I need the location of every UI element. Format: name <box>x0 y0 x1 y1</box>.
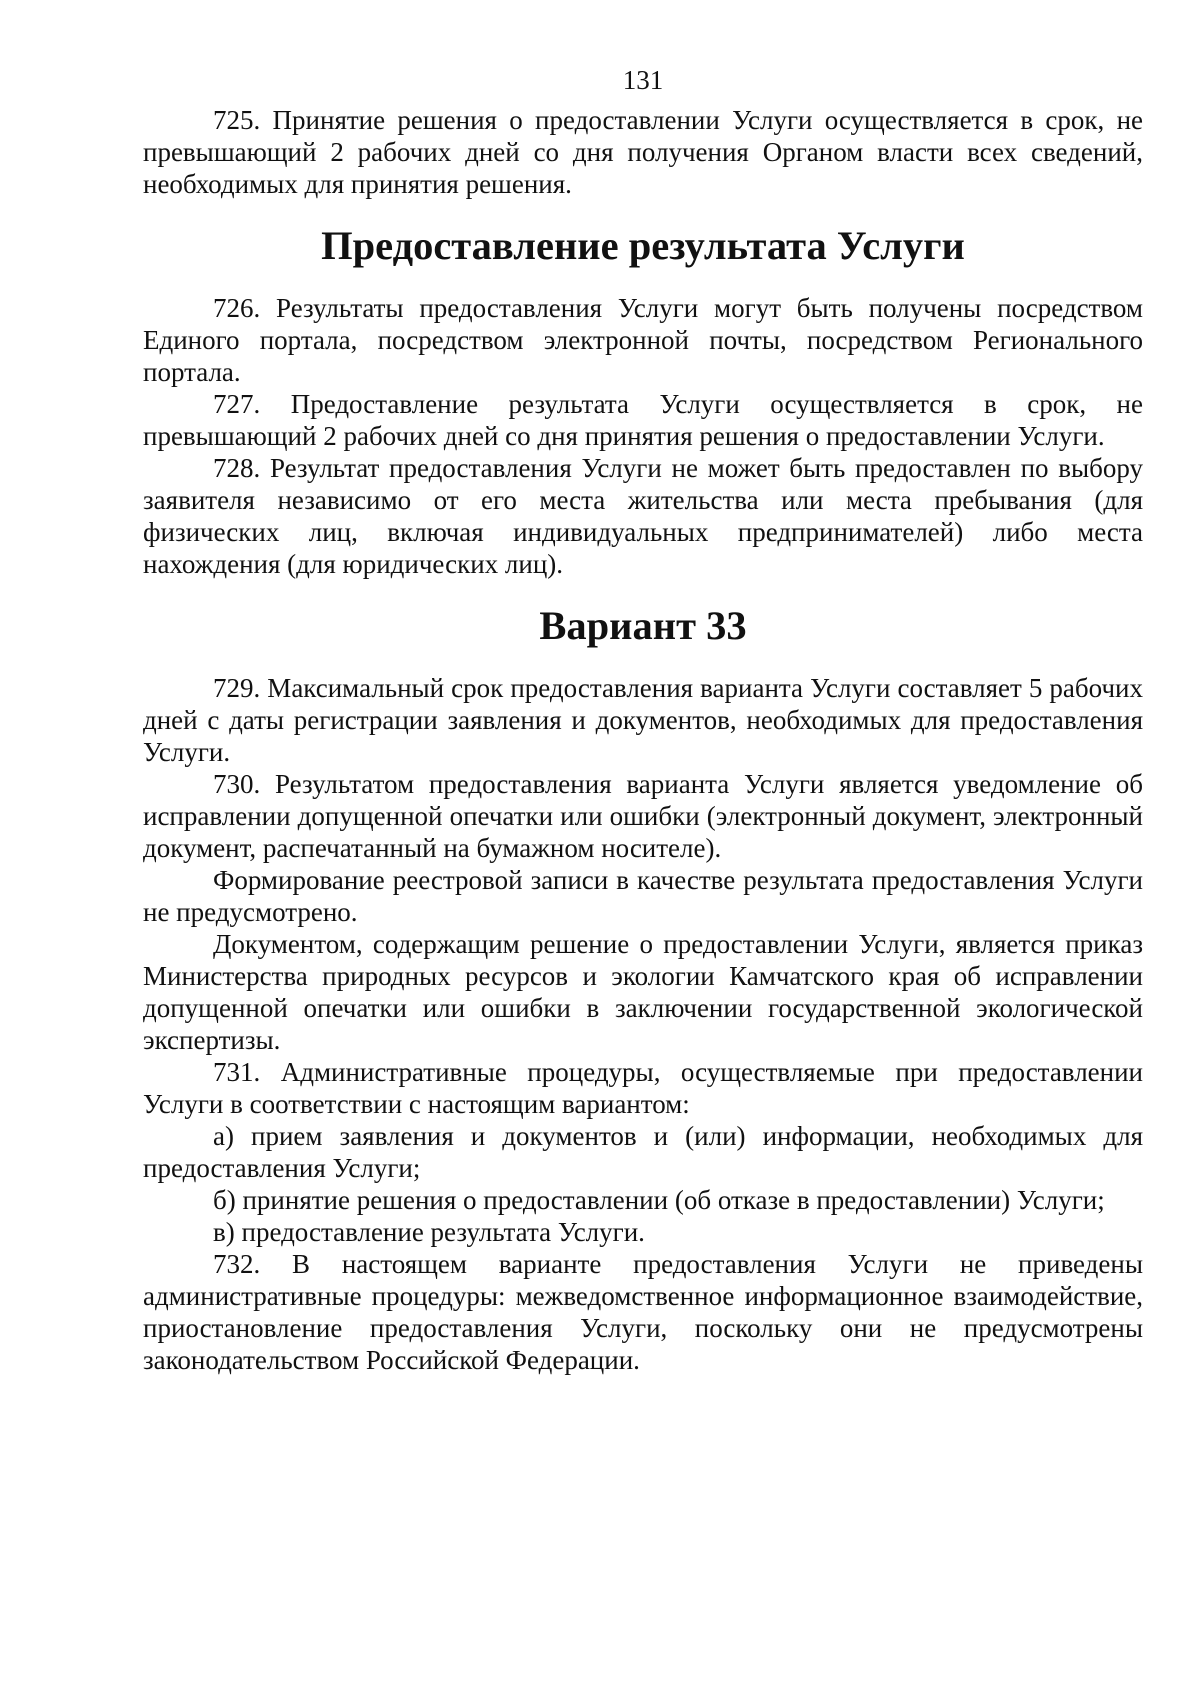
paragraph-725: 725. Принятие решения о предоставлении Услуги осуществляется в срок, не превышающий 2 рабочих дней со дня получения Органом власти всех сведений, необходимых для принятия решения. <box>143 105 1143 199</box>
paragraph-730: 730. Результатом предоставления варианта Услуги является уведомление об исправлении допущенной опечатки или ошибки (электронный документ, электронный документ, распечатанный на бумажном носителе). <box>143 769 1143 863</box>
section-heading-variant-33: Вариант 33 <box>539 603 747 648</box>
list-item-a: а) прием заявления и документов и (или) информации, необходимых для предоставления Услуги; <box>143 1121 1143 1183</box>
list-item-c: в) предоставление результата Услуги. <box>213 1217 645 1247</box>
paragraph-728: 728. Результат предоставления Услуги не может быть предоставлен по выбору заявителя независимо от его места жительства или места пребывания (для физических лиц, включая индивидуальных предпринимателей) либо места нахождения (для юридических лиц). <box>143 453 1143 579</box>
paragraph-726: 726. Результаты предоставления Услуги могут быть получены посредством Единого портала, посредством электронной почты, посредством Регионального портала. <box>143 293 1143 387</box>
document-page <box>143 64 1143 1376</box>
list-item-b: б) принятие решения о предоставлении (об отказе в предоставлении) Услуги; <box>213 1185 1105 1215</box>
paragraph-decision-document: Документом, содержащим решение о предоставлении Услуги, является приказ Министерства природных ресурсов и экологии Камчатского края об исправлении допущенной опечатки или ошибки в заключении государственной экологической экспертизы. <box>143 929 1143 1055</box>
paragraph-731: 731. Административные процедуры, осуществляемые при предоставлении Услуги в соответствии с настоящим вариантом: <box>143 1057 1143 1119</box>
page-number: 131 <box>622 65 664 95</box>
paragraph-registry-record: Формирование реестровой записи в качестве результата предоставления Услуги не предусмотрено. <box>143 865 1143 927</box>
paragraph-732: 732. В настоящем варианте предоставления Услуги не приведены административные процедуры: межведомственное информационное взаимодействие, приостановление предоставления Услуги, поскольку они не предусмотрены законодательством Российской Федерации. <box>143 1249 1143 1375</box>
paragraph-727: 727. Предоставление результата Услуги осуществляется в срок, не превышающий 2 рабочих дней со дня принятия решения о предоставлении Услуги. <box>143 389 1143 451</box>
section-heading-result: Предоставление результата Услуги <box>321 223 965 268</box>
paragraph-729: 729. Максимальный срок предоставления варианта Услуги составляет 5 рабочих дней с даты регистрации заявления и документов, необходимых для предоставления Услуги. <box>143 673 1143 767</box>
